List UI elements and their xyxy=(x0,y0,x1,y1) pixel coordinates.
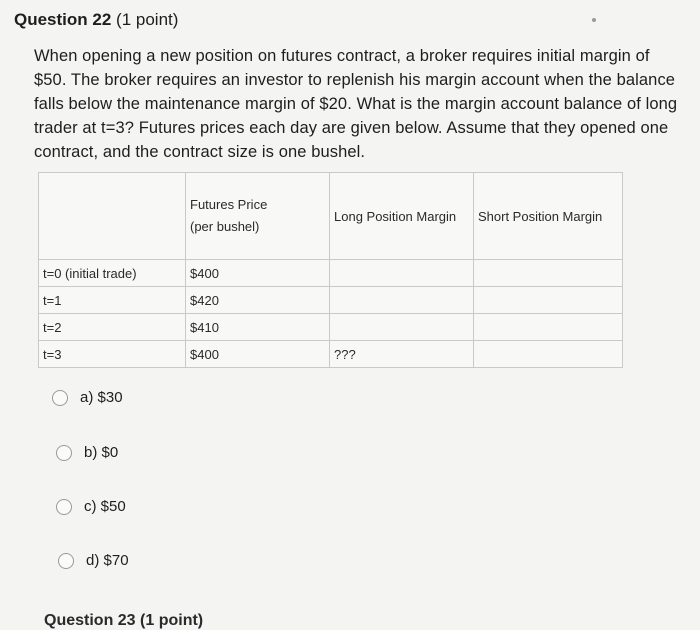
question-header xyxy=(14,10,178,30)
row-price: $420 xyxy=(186,287,330,314)
row-long-margin xyxy=(330,287,474,314)
row-short-margin xyxy=(474,287,623,314)
row-long-margin: ??? xyxy=(330,341,474,368)
table-row xyxy=(39,314,623,341)
option-label: c) $50 xyxy=(84,498,126,515)
option-label: a) $30 xyxy=(80,389,123,406)
row-long-margin xyxy=(330,314,474,341)
option-d[interactable] xyxy=(58,552,129,569)
header-futures-price-line2: (per bushel) xyxy=(190,219,260,234)
decorative-dot xyxy=(592,18,596,22)
option-b[interactable] xyxy=(56,444,118,461)
row-price: $410 xyxy=(186,314,330,341)
option-label: d) $70 xyxy=(86,552,129,569)
table-header-row xyxy=(39,173,623,260)
next-question-title: Question 23 (1 point) xyxy=(44,612,204,629)
row-short-margin xyxy=(474,260,623,287)
futures-table xyxy=(38,172,623,368)
row-long-margin xyxy=(330,260,474,287)
row-short-margin xyxy=(474,314,623,341)
row-label: t=3 xyxy=(39,341,186,368)
question-points: (1 point) xyxy=(116,10,179,29)
table-row xyxy=(39,260,623,287)
table-row xyxy=(39,341,623,368)
header-time-cell xyxy=(39,173,186,260)
radio-icon[interactable] xyxy=(58,553,74,569)
question-text: When opening a new position on futures contract, a broker requires initial margin of $50. The broker requires an investor to replenish his margin account when the balance falls below the maintenance margin of $20. What is the margin account balance of long trader at t=3? Futures prices each day are given below. Assume that they opened one contract, and the contract size is one bushel. xyxy=(34,47,678,161)
row-label: t=1 xyxy=(39,287,186,314)
row-price: $400 xyxy=(186,341,330,368)
option-label: b) $0 xyxy=(84,444,119,461)
radio-icon[interactable] xyxy=(56,499,72,515)
radio-icon[interactable] xyxy=(52,390,68,406)
question-title: Question 22 xyxy=(14,10,112,29)
header-short-margin: Short Position Margin xyxy=(474,173,623,260)
radio-icon[interactable] xyxy=(56,445,72,461)
row-short-margin xyxy=(474,341,623,368)
header-futures-price xyxy=(186,173,330,260)
header-futures-price-line1: Futures Price xyxy=(190,197,268,212)
table-row xyxy=(39,287,623,314)
row-label: t=2 xyxy=(39,314,186,341)
option-c[interactable] xyxy=(56,498,126,515)
option-a[interactable] xyxy=(52,389,123,406)
row-label: t=0 (initial trade) xyxy=(39,260,186,287)
header-long-margin: Long Position Margin xyxy=(330,173,474,260)
row-price: $400 xyxy=(186,260,330,287)
